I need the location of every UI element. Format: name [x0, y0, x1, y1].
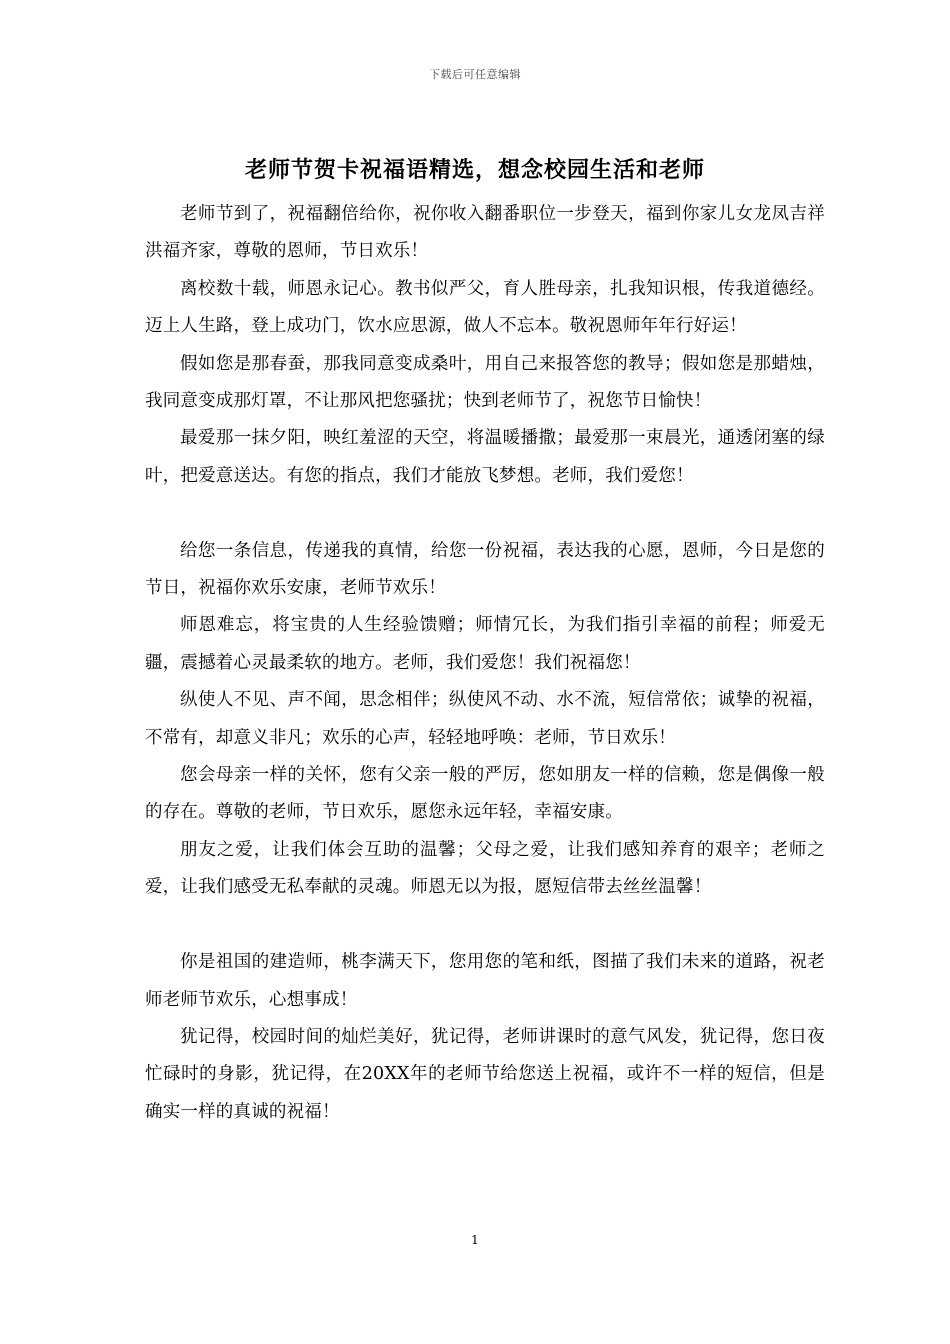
paragraph-spacer — [145, 907, 825, 944]
paragraph: 给您一条信息，传递我的真情，给您一份祝福，表达我的心愿，恩师，今日是您的节日，祝福你欢乐安康，老师节欢乐！ — [145, 540, 825, 599]
paragraph: 您会母亲一样的关怀，您有父亲一般的严厉，您如朋友一样的信赖，您是偶像一般的存在。尊敬的老师，节日欢乐，愿您永远年轻，幸福安康。 — [145, 765, 825, 823]
paragraph: 老师节到了，祝福翻倍给你，祝你收入翻番职位一步登天，福到你家儿女龙凤吉祥洪福齐家，尊敬的恩师，节日欢乐！ — [145, 204, 825, 262]
page-number: 1 — [471, 1233, 479, 1247]
document-body — [145, 196, 825, 1131]
page-header-note: 下载后可任意编辑 — [429, 68, 521, 81]
paragraph: 离校数十载，师恩永记心。教书似严父，育人胜母亲，扎我知识根，传我道德经。迈上人生路，登上成功门，饮水应思源，做人不忘本。敬祝恩师年年行好运！ — [145, 278, 825, 337]
document-title: 老师节贺卡祝福语精选，想念校园生活和老师 — [244, 157, 705, 183]
paragraph: 犹记得，校园时间的灿烂美好，犹记得，老师讲课时的意气风发，犹记得，您日夜忙碌时的身影，犹记得，在20XX年的老师节给您送上祝福，或许不一样的短信，但是确实一样的真诚的祝福！ — [145, 1026, 825, 1122]
paragraph-spacer — [145, 495, 825, 532]
paragraph: 假如您是那春蚕，那我同意变成桑叶，用自己来报答您的教导；假如您是那蜡烛，我同意变成那灯罩，不让那风把您骚扰；快到老师节了，祝您节日愉快！ — [145, 353, 825, 412]
paragraph: 纵使人不见、声不闻，思念相伴；纵使风不动、水不流，短信常依；诚挚的祝福，不常有，却意义非凡；欢乐的心声，轻轻地呼唤：老师，节日欢乐！ — [145, 690, 825, 748]
paragraph: 师恩难忘，将宝贵的人生经验馈赠；师情冗长，为我们指引幸福的前程；师爱无疆，震撼着心灵最柔软的地方。老师，我们爱您！我们祝福您！ — [145, 615, 825, 673]
paragraph: 你是祖国的建造师，桃李满天下，您用您的笔和纸，图描了我们未来的道路，祝老师老师节欢乐，心想事成！ — [145, 952, 825, 1010]
paragraph: 最爱那一抹夕阳，映红羞涩的天空，将温暖播撒；最爱那一束晨光，通透闭塞的绿叶，把爱意送达。有您的指点，我们才能放飞梦想。老师，我们爱您！ — [145, 428, 825, 486]
paragraph: 朋友之爱，让我们体会互助的温馨；父母之爱，让我们感知养育的艰辛；老师之爱，让我们感受无私奉献的灵魂。师恩无以为报，愿短信带去丝丝温馨！ — [145, 839, 825, 898]
